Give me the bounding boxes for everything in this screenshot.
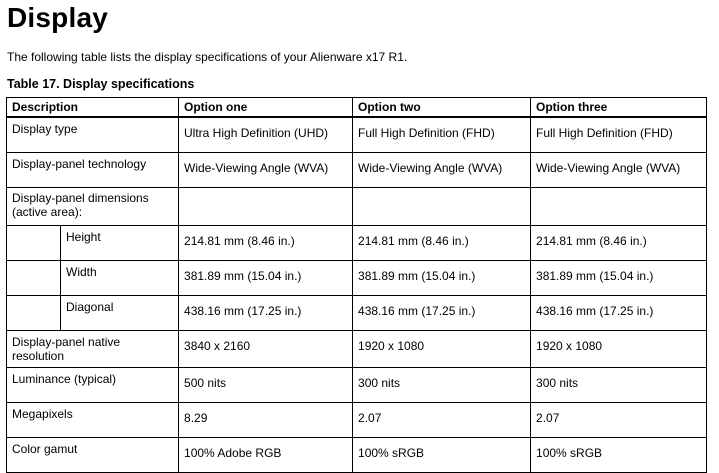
table-cell: 214.81 mm (8.46 in.) <box>179 226 353 261</box>
table-cell: 1920 x 1080 <box>353 331 531 368</box>
table-caption: Table 17. Display specifications <box>7 77 195 91</box>
row-label-diagonal: Diagonal <box>61 296 179 331</box>
table-cell: 100% Adobe RGB <box>179 438 353 473</box>
table-row <box>7 368 707 403</box>
row-label-panel-technology: Display-panel technology <box>7 153 179 188</box>
table-row <box>7 331 707 368</box>
table-cell <box>353 188 531 226</box>
row-label-display-type: Display type <box>7 117 179 153</box>
table-row <box>7 188 707 226</box>
table-cell: 381.89 mm (15.04 in.) <box>179 261 353 296</box>
table-cell <box>531 188 707 226</box>
column-header-option-two: Option two <box>353 98 531 118</box>
table-row <box>7 261 707 296</box>
table-cell: Wide-Viewing Angle (WVA) <box>353 153 531 188</box>
row-label-native-resolution: Display-panel native resolution <box>7 331 179 368</box>
row-label-width: Width <box>61 261 179 296</box>
table-cell: Wide-Viewing Angle (WVA) <box>179 153 353 188</box>
row-label-height: Height <box>61 226 179 261</box>
table-cell: 438.16 mm (17.25 in.) <box>179 296 353 331</box>
table-cell: 2.07 <box>353 403 531 438</box>
table-cell: 438.16 mm (17.25 in.) <box>531 296 707 331</box>
indent-cell <box>7 296 61 331</box>
table-row <box>7 438 707 473</box>
table-cell: 100% sRGB <box>353 438 531 473</box>
row-label-megapixels: Megapixels <box>7 403 179 438</box>
table-cell: 1920 x 1080 <box>531 331 707 368</box>
table-cell: 300 nits <box>531 368 707 403</box>
table-cell: 500 nits <box>179 368 353 403</box>
table-cell <box>179 188 353 226</box>
display-spec-table <box>6 97 707 473</box>
row-label-luminance: Luminance (typical) <box>7 368 179 403</box>
column-header-option-three: Option three <box>531 98 707 118</box>
table-cell: Full High Definition (FHD) <box>531 117 707 153</box>
table-cell: 8.29 <box>179 403 353 438</box>
table-row <box>7 153 707 188</box>
page-title: Display <box>7 2 108 33</box>
table-cell: Wide-Viewing Angle (WVA) <box>531 153 707 188</box>
table-cell: 381.89 mm (15.04 in.) <box>531 261 707 296</box>
table-cell: Ultra High Definition (UHD) <box>179 117 353 153</box>
table-cell: Full High Definition (FHD) <box>353 117 531 153</box>
table-cell: 214.81 mm (8.46 in.) <box>353 226 531 261</box>
table-row <box>7 403 707 438</box>
table-row <box>7 117 707 153</box>
intro-text: The following table lists the display specifications of your Alienware x17 R1. <box>7 50 408 64</box>
row-label-panel-dimensions: Display-panel dimensions (active area): <box>7 188 179 226</box>
table-row <box>7 296 707 331</box>
row-label-color-gamut: Color gamut <box>7 438 179 473</box>
table-cell: 3840 x 2160 <box>179 331 353 368</box>
indent-cell <box>7 261 61 296</box>
table-cell: 100% sRGB <box>531 438 707 473</box>
table-cell: 381.89 mm (15.04 in.) <box>353 261 531 296</box>
column-header-option-one: Option one <box>179 98 353 118</box>
table-cell: 438.16 mm (17.25 in.) <box>353 296 531 331</box>
table-row <box>7 226 707 261</box>
table-cell: 2.07 <box>531 403 707 438</box>
table-cell: 300 nits <box>353 368 531 403</box>
table-cell: 214.81 mm (8.46 in.) <box>531 226 707 261</box>
column-header-description: Description <box>7 98 179 118</box>
table-header-row <box>7 98 707 118</box>
indent-cell <box>7 226 61 261</box>
